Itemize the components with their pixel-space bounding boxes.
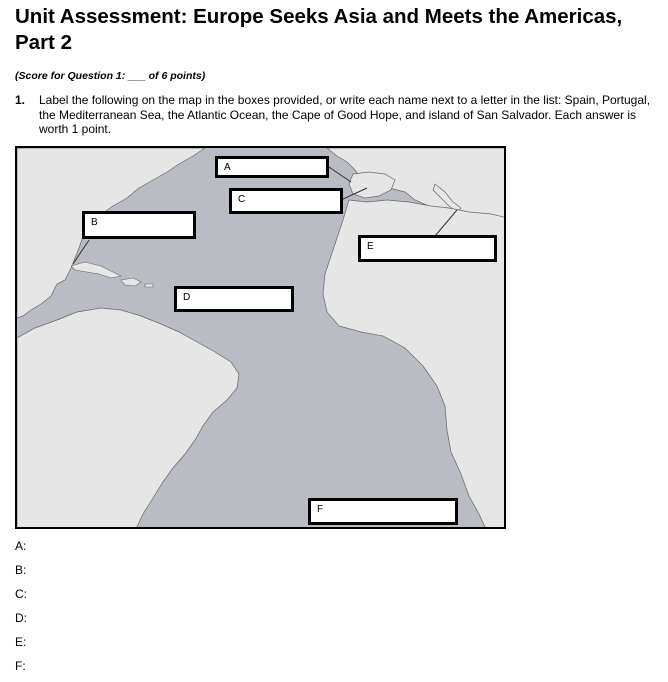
label-box-c-letter: C xyxy=(238,194,246,205)
answer-line-e[interactable]: E: xyxy=(15,635,27,649)
answer-line-b[interactable]: B: xyxy=(15,563,27,577)
label-box-a[interactable] xyxy=(215,156,329,178)
label-box-b[interactable] xyxy=(82,211,196,239)
answer-line-d[interactable]: D: xyxy=(15,611,27,625)
answer-line-f[interactable]: F: xyxy=(15,659,26,673)
score-line: (Score for Question 1: ___ of 6 points) xyxy=(15,70,206,82)
label-box-a-letter: A xyxy=(224,162,231,173)
answer-line-a[interactable]: A: xyxy=(15,539,27,553)
label-box-e[interactable] xyxy=(358,235,497,262)
south-america-landmass xyxy=(17,308,239,529)
iberia-landmass xyxy=(349,172,395,198)
cuba-island xyxy=(71,262,121,278)
hispaniola-island xyxy=(121,278,141,286)
label-box-d[interactable] xyxy=(174,286,294,312)
label-box-f[interactable] xyxy=(308,498,458,525)
label-box-e-letter: E xyxy=(367,241,374,252)
leader-line-a xyxy=(329,167,351,182)
label-box-f-letter: F xyxy=(317,504,324,515)
page-title: Unit Assessment: Europe Seeks Asia and Meets the Americas, Part 2 xyxy=(15,5,623,54)
puerto-rico-island xyxy=(145,284,153,287)
answer-list xyxy=(15,538,27,682)
answer-line-c[interactable]: C: xyxy=(15,587,27,601)
label-box-d-letter: D xyxy=(183,292,191,303)
question-text: Label the following on the map in the boxes provided, or write each name next to a letter in the list: Spain, Portugal, the Mediterranean Sea, the Atlantic Ocean, the Cape of Good Hope, and island of San Salvador. Each answer is worth 1 point. xyxy=(39,93,651,136)
atlantic-map xyxy=(15,146,506,529)
label-box-b-letter: B xyxy=(91,217,98,228)
question-number: 1. xyxy=(15,93,26,107)
label-box-c[interactable] xyxy=(229,188,343,214)
